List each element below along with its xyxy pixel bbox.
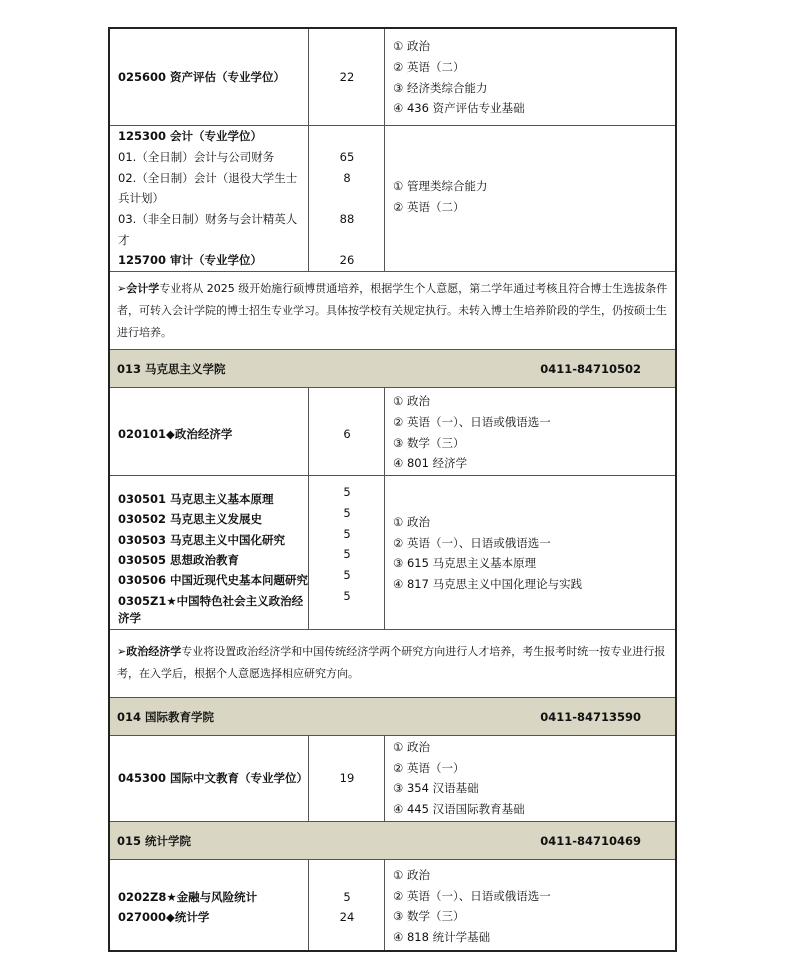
enrollment-quota: 22 bbox=[339, 70, 355, 84]
enrollment-quota: 5 bbox=[343, 547, 351, 561]
exam-subject: ③ 经济类综合能力 bbox=[393, 81, 488, 95]
enrollment-quota: 5 bbox=[343, 890, 351, 904]
major-name: 01.（全日制）会计与公司财务 bbox=[118, 150, 275, 164]
major-name: 045300 国际中文教育（专业学位） bbox=[118, 771, 309, 785]
enrollment-quota: 65 bbox=[339, 150, 355, 164]
table-row bbox=[110, 630, 675, 698]
major-name: 030506 中国近现代史基本问题研究 bbox=[118, 573, 309, 587]
exam-subject: ② 英语（二） bbox=[393, 60, 465, 74]
major-name: 027000◆统计学 bbox=[118, 910, 210, 924]
exam-subject: ① 政治 bbox=[393, 515, 430, 529]
exam-subject: ① 政治 bbox=[393, 740, 430, 754]
exam-subject: ② 英语（一） bbox=[393, 761, 465, 775]
major-name: 济学 bbox=[118, 611, 141, 625]
major-name: 030503 马克思主义中国化研究 bbox=[118, 533, 286, 547]
major-name: 02.（全日制）会计（退役大学生士 bbox=[118, 171, 298, 185]
program-note bbox=[117, 641, 669, 685]
exam-subject: ① 政治 bbox=[393, 39, 430, 53]
major-name: 03.（非全日制）财务与会计精英人 bbox=[118, 212, 298, 226]
enrollment-quota: 26 bbox=[339, 253, 355, 267]
school-header bbox=[110, 698, 675, 736]
exam-subject: ③ 615 马克思主义基本原理 bbox=[393, 556, 537, 570]
table-row bbox=[110, 476, 675, 630]
exam-subject: ④ 817 马克思主义中国化理论与实践 bbox=[393, 577, 583, 591]
exam-subject: ④ 801 经济学 bbox=[393, 456, 468, 470]
major-name: 125700 审计（专业学位） bbox=[118, 253, 263, 267]
note-prefix: ➢政治经济学 bbox=[117, 645, 182, 658]
enrollment-quota: 5 bbox=[343, 506, 351, 520]
admissions-table bbox=[108, 27, 677, 952]
major-name: 025600 资产评估（专业学位） bbox=[118, 70, 286, 84]
table-row bbox=[110, 272, 675, 350]
exam-subject: ② 英语（二） bbox=[393, 200, 465, 214]
school-phone: 0411-84710469 bbox=[540, 833, 641, 848]
major-name: 才 bbox=[118, 233, 130, 247]
enrollment-quota: 88 bbox=[339, 212, 355, 226]
note-text: 专业将设置政治经济学和中国传统经济学两个研究方向进行人才培养，考生报考时统一按专业进行报考，在入学后，根据个人意愿选择相应研究方向。 bbox=[117, 645, 666, 680]
exam-subject: ③ 数学（三） bbox=[393, 909, 465, 923]
major-name: 0202Z8★金融与风险统计 bbox=[118, 890, 258, 904]
major-name: 030505 思想政治教育 bbox=[118, 553, 240, 567]
school-name: 013 马克思主义学院 bbox=[117, 361, 226, 376]
enrollment-quota: 24 bbox=[339, 910, 355, 924]
enrollment-quota: 6 bbox=[343, 427, 351, 441]
table-row bbox=[110, 29, 675, 126]
table-row bbox=[110, 860, 675, 950]
program-note bbox=[117, 278, 669, 344]
enrollment-quota: 19 bbox=[339, 771, 355, 785]
major-name: 兵计划） bbox=[118, 191, 164, 205]
enrollment-quota: 5 bbox=[343, 589, 351, 603]
school-phone: 0411-84710502 bbox=[540, 361, 641, 376]
exam-subject: ① 政治 bbox=[393, 394, 430, 408]
exam-subject: ② 英语（一）、日语或俄语选一 bbox=[393, 889, 551, 903]
school-header bbox=[110, 350, 675, 388]
table-row bbox=[110, 736, 675, 822]
note-prefix: ➢会计学 bbox=[117, 282, 160, 295]
exam-subject: ④ 436 资产评估专业基础 bbox=[393, 101, 525, 115]
note-text: 专业将从 2025 级开始施行硕博贯通培养，根据学生个人意愿，第二学年通过考核且符合博士生选拔条件者，可转入会计学院的博士招生专业学习。具体按学校有关规定执行。未转入博士生培养阶段的学生，仍按硕士生进行培养。 bbox=[117, 282, 668, 339]
school-phone: 0411-84713590 bbox=[540, 709, 641, 724]
table-row bbox=[110, 388, 675, 476]
major-name: 030501 马克思主义基本原理 bbox=[118, 492, 274, 506]
enrollment-quota: 5 bbox=[343, 527, 351, 541]
exam-subject: ④ 445 汉语国际教育基础 bbox=[393, 802, 525, 816]
exam-subject: ④ 818 统计学基础 bbox=[393, 930, 491, 944]
exam-subject: ③ 数学（三） bbox=[393, 436, 465, 450]
school-name: 014 国际教育学院 bbox=[117, 709, 215, 724]
exam-subject: ① 政治 bbox=[393, 868, 430, 882]
enrollment-quota: 8 bbox=[343, 171, 351, 185]
exam-subject: ② 英语（一）、日语或俄语选一 bbox=[393, 415, 551, 429]
enrollment-quota: 5 bbox=[343, 568, 351, 582]
enrollment-quota: 5 bbox=[343, 485, 351, 499]
major-name: 020101◆政治经济学 bbox=[118, 427, 233, 441]
major-name: 125300 会计（专业学位） bbox=[118, 129, 263, 143]
major-name: 030502 马克思主义发展史 bbox=[118, 512, 263, 526]
school-header bbox=[110, 822, 675, 860]
exam-subject: ③ 354 汉语基础 bbox=[393, 781, 479, 795]
exam-subject: ② 英语（一）、日语或俄语选一 bbox=[393, 536, 551, 550]
school-name: 015 统计学院 bbox=[117, 833, 192, 848]
major-name: 0305Z1★中国特色社会主义政治经 bbox=[118, 594, 304, 608]
table-row bbox=[110, 126, 675, 272]
exam-subject: ① 管理类综合能力 bbox=[393, 179, 488, 193]
